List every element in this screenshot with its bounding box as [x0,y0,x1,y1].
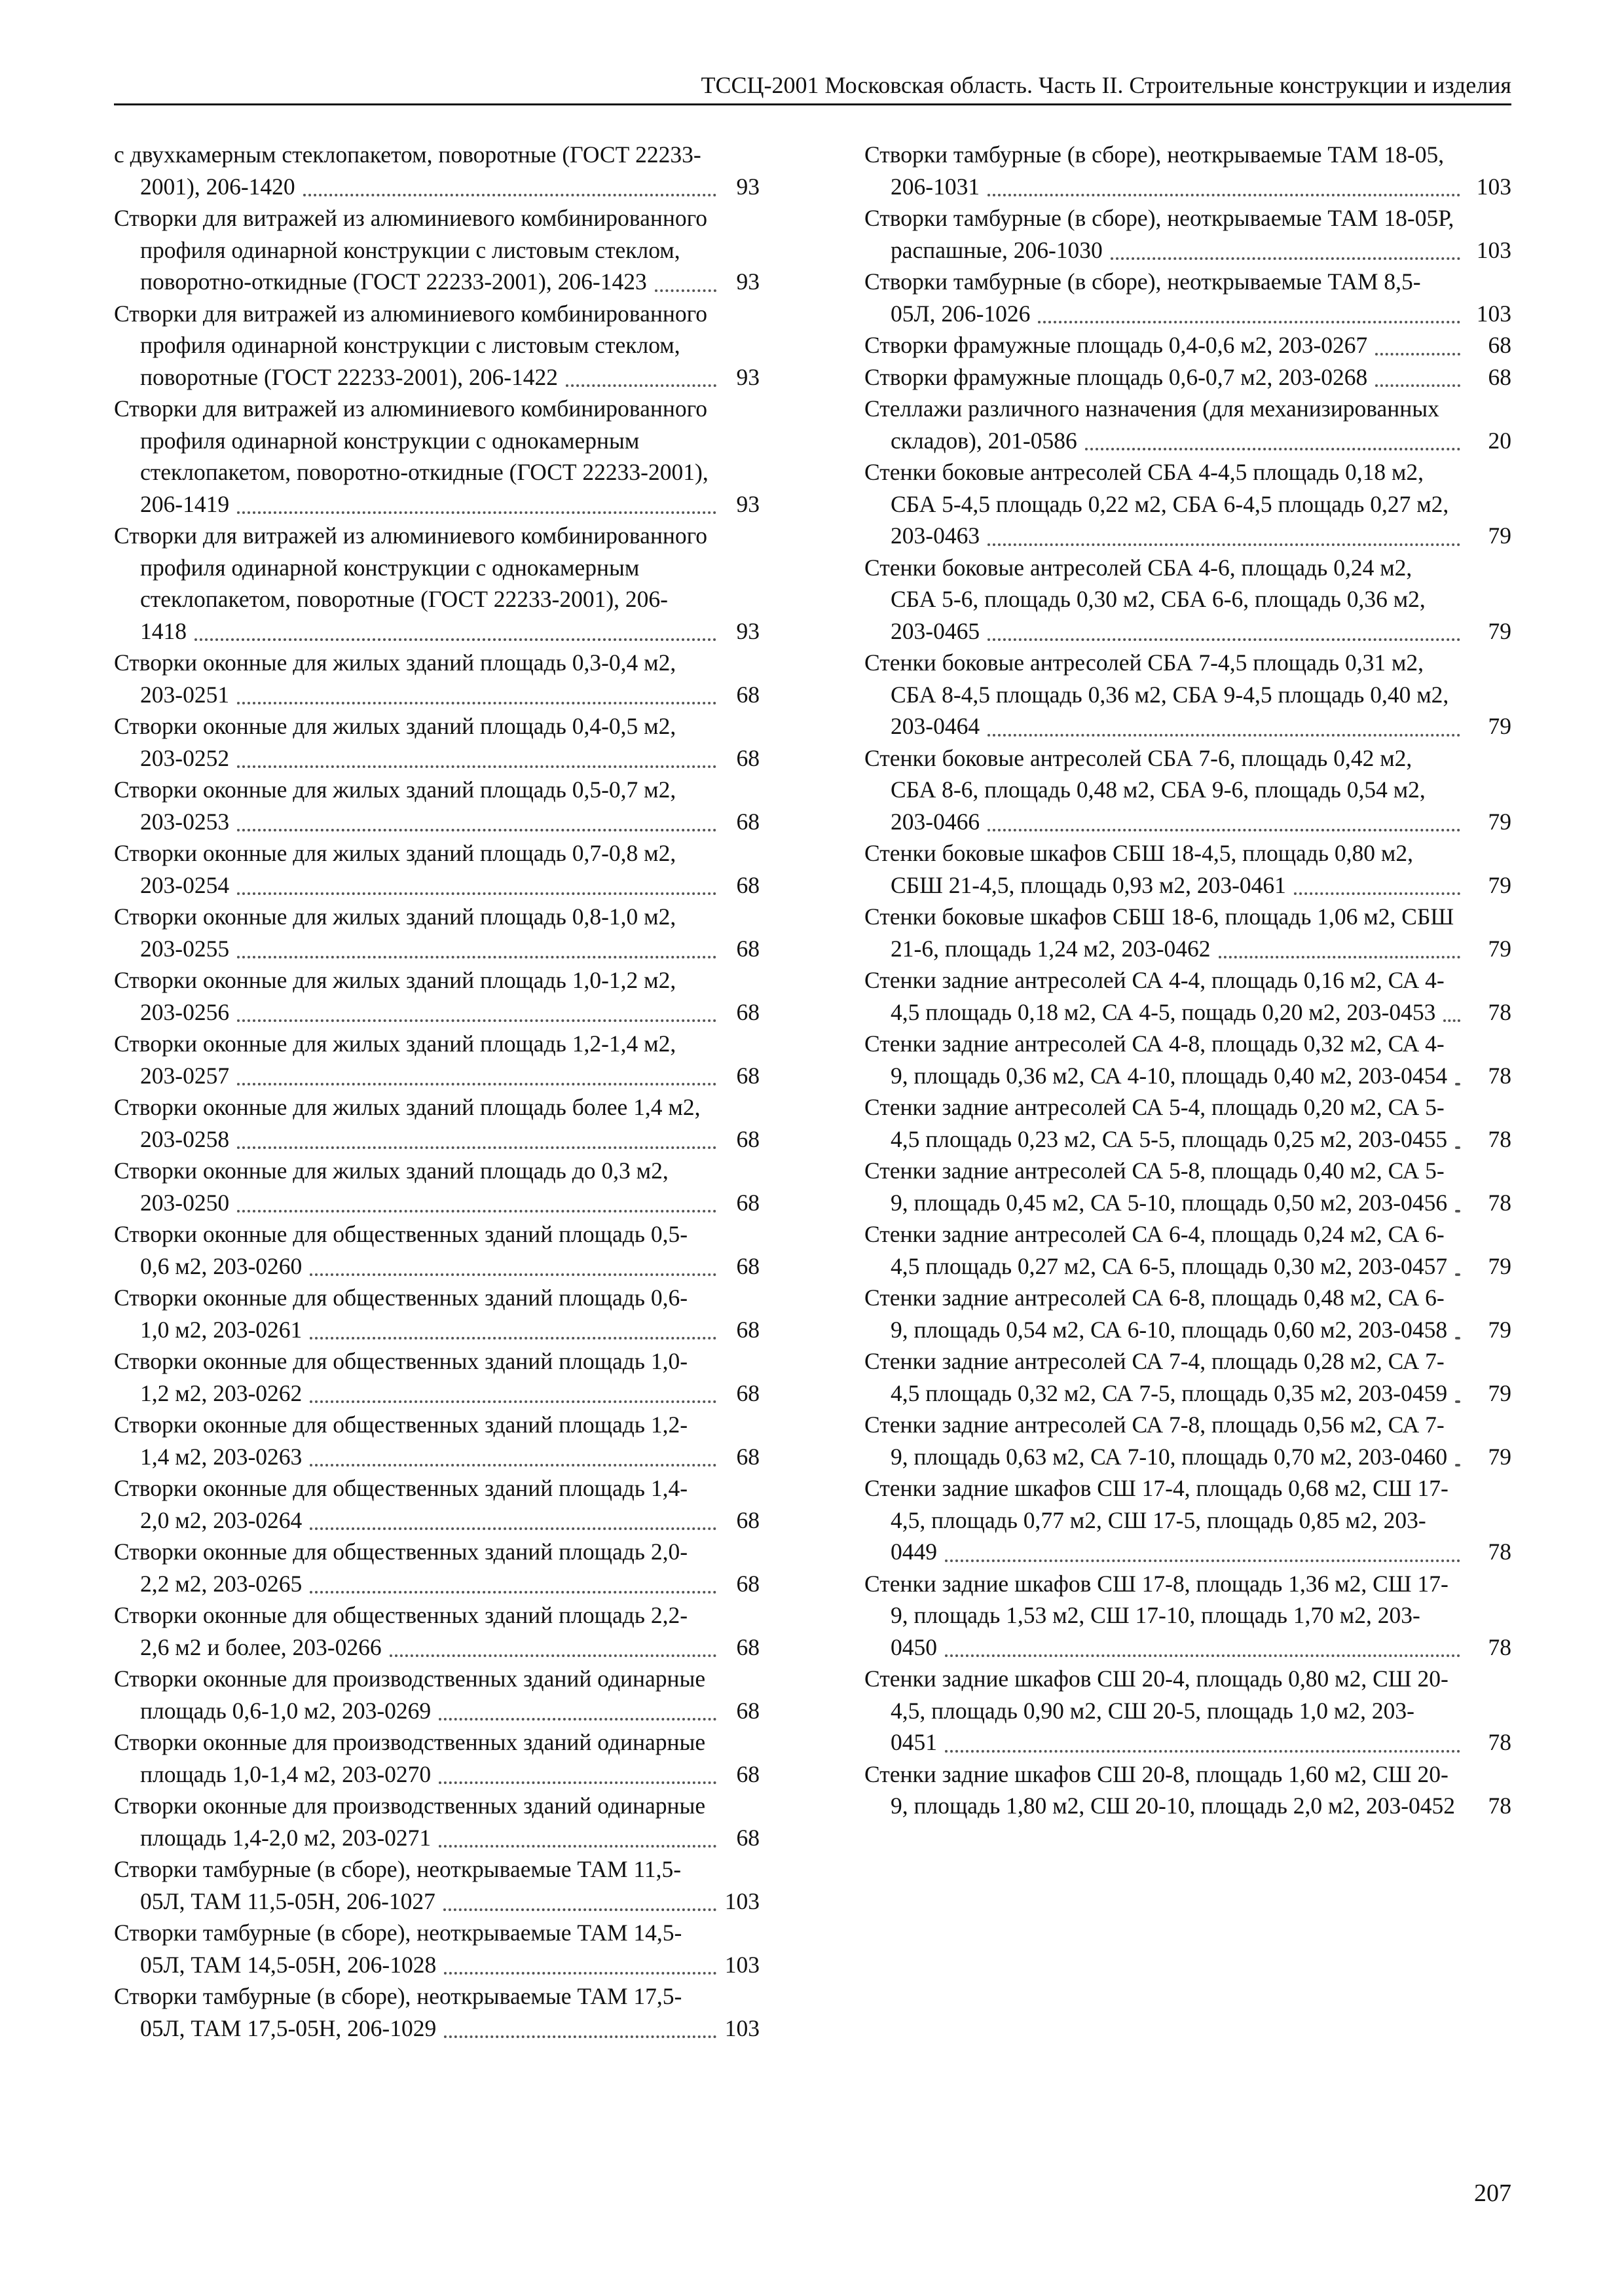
index-entry-page: 103 [721,1886,760,1918]
dot-leader [194,638,716,641]
index-entry-page: 103 [721,1949,760,1981]
index-entry [864,647,1511,742]
index-entry-text: Створки оконные для общественных зданий площадь 2,2-2,6 м2 и более, 203-0266 [114,1602,688,1660]
index-entry [114,202,760,298]
index-entry [864,901,1511,964]
index-entry [114,1472,760,1536]
index-entry-page: 68 [733,1758,760,1791]
index-entry-page: 78 [1485,996,1512,1029]
dot-leader [987,543,1460,546]
dot-leader [945,1654,1460,1657]
index-entry-text: Стенки боковые антресолей СБА 7-4,5 площадь 0,31 м2, СБА 8-4,5 площадь 0,36 м2, СБА 9-4,5 площадь 0,40 м2, 203-0464 [864,649,1449,739]
index-entry-text: Стенки задние антресолей СА 6-8, площадь 0,48 м2, СА 6-9, площадь 0,54 м2, СА 6-10, площадь 0,60 м2, 203-0458 [864,1285,1451,1343]
index-entry-page: 79 [1485,933,1512,965]
dot-leader [1111,257,1460,260]
dot-leader [945,1750,1460,1753]
dot-leader [1455,1464,1460,1467]
index-entry-page: 78 [1485,1060,1512,1092]
index-entry-page: 68 [733,1441,760,1473]
dot-leader [987,194,1460,196]
index-entry-page: 78 [1485,1631,1512,1664]
index-entry-text: Стенки задние шкафов СШ 17-8, площадь 1,36 м2, СШ 17-9, площадь 1,53 м2, СШ 17-10, площадь 1,70 м2, 203-0450 [864,1570,1449,1660]
index-entry-text: Стенки боковые шкафов СБШ 18-6, площадь 1,06 м2, СБШ 21-6, площадь 1,24 м2, 203-0462 [864,903,1454,962]
index-entry [114,1917,760,1980]
index-entry-text: Створки фрамужные площадь 0,6-0,7 м2, 203-0268 [864,364,1371,390]
index-entry [114,139,760,202]
index-entry [114,1091,760,1155]
index-entry-text: Створки оконные для жилых зданий площадь до 0,3 м2, 203-0250 [114,1157,669,1216]
index-entry-text: Створки для витражей из алюминиевого комбинированного профиля одинарной конструкции с однокамерным стеклопакетом, поворотно-откидные (ГОСТ 22233-2001), 206-1419 [114,395,709,517]
index-entry [864,202,1511,266]
index-entry [864,1345,1511,1409]
index-entry-text: Стенки задние шкафов СШ 20-4, площадь 0,80 м2, СШ 20-4,5, площадь 0,90 м2, СШ 20-5, площадь 1,0 м2, 203-0451 [864,1666,1449,1755]
dot-leader [310,1464,716,1467]
index-entry-text: Створки оконные для общественных зданий площадь 0,6-1,0 м2, 203-0261 [114,1285,688,1343]
index-column-right [864,139,1511,1822]
dot-leader [1455,1400,1460,1403]
index-entry [114,964,760,1028]
index-entry-text: Створки оконные для общественных зданий площадь 2,0-2,2 м2, 203-0265 [114,1539,688,1597]
index-entry-page: 79 [1485,1250,1512,1283]
index-entry-text: Створки оконные для жилых зданий площадь 0,3-0,4 м2, 203-0251 [114,649,676,708]
index-entry-text: Створки тамбурные (в сборе), неоткрываемые ТАМ 18-05, 206-1031 [864,141,1445,200]
index-entry-text: Стенки задние шкафов СШ 17-4, площадь 0,68 м2, СШ 17-4,5, площадь 0,77 м2, СШ 17-5, площадь 0,85 м2, 203-0449 [864,1475,1449,1565]
dot-leader [987,829,1460,831]
dot-leader [1294,892,1460,895]
index-entry-page: 103 [1473,298,1511,330]
index-entry [114,901,760,964]
dot-leader [1219,956,1460,958]
index-entry-text: Створки оконные для жилых зданий площадь 0,7-0,8 м2, 203-0254 [114,840,676,898]
index-entry-page: 78 [1485,1726,1512,1758]
index-entry [114,1218,760,1282]
index-entry-text: Стенки задние антресолей СА 7-8, площадь 0,56 м2, СА 7-9, площадь 0,63 м2, СА 7-10, площадь 0,70 м2, 203-0460 [864,1412,1451,1470]
index-entry-page: 93 [733,488,760,520]
index-entry [114,1726,760,1790]
index-entry-page: 103 [721,2013,760,2045]
index-entry-page: 68 [733,1123,760,1156]
dot-leader [439,1718,716,1721]
index-entry-page: 79 [1485,520,1512,552]
index-entry-page: 79 [1485,1314,1512,1346]
index-entry-page: 93 [733,615,760,647]
index-entry [864,361,1511,393]
index-entry-text: Стенки задние антресолей СА 4-4, площадь 0,16 м2, СА 4-4,5 площадь 0,18 м2, СА 4-5, пощадь 0,20 м2, 203-0453 [864,967,1445,1025]
dot-leader [310,1273,716,1276]
index-entry-page: 68 [733,1187,760,1219]
dot-leader [237,1210,716,1212]
index-entry-text: Створки оконные для производственных зданий одинарные площадь 1,0-1,4 м2, 203-0270 [114,1729,706,1787]
index-entry-page: 68 [733,1695,760,1727]
page-number: 207 [1474,2179,1511,2207]
dot-leader [303,194,716,196]
dot-leader [987,638,1460,641]
index-entry [864,1282,1511,1345]
index-entry-text: Створки оконные для общественных зданий площадь 0,5-0,6 м2, 203-0260 [114,1221,688,1279]
dot-leader [1455,1083,1460,1085]
dot-leader [945,1559,1460,1562]
index-entry-page: 68 [733,996,760,1029]
index-entry-page: 93 [733,361,760,393]
dot-leader [310,1337,716,1339]
index-entry [114,1599,760,1663]
index-entry-text: Стенки задние антресолей СА 5-8, площадь 0,40 м2, СА 5-9, площадь 0,45 м2, СА 5-10, площадь 0,50 м2, 203-0456 [864,1157,1451,1216]
index-column-left [114,139,760,2044]
index-entry-page: 79 [1485,710,1512,742]
index-entry-text: Стенки боковые антресолей СБА 4-6, площадь 0,24 м2, СБА 5-6, площадь 0,30 м2, СБА 6-6, площадь 0,36 м2, 203-0465 [864,554,1426,644]
index-entry-text: Створки оконные для производственных зданий одинарные площадь 1,4-2,0 м2, 203-0271 [114,1793,706,1851]
index-entry-text: Стенки боковые антресолей СБА 7-6, площадь 0,42 м2, СБА 8-6, площадь 0,48 м2, СБА 9-6, площадь 0,54 м2, 203-0466 [864,744,1426,835]
index-entry-text: Стенки боковые шкафов СБШ 18-4,5, площадь 0,80 м2, СБШ 21-4,5, площадь 0,93 м2, 203-0461 [864,840,1414,898]
dot-leader [237,1146,716,1149]
index-entry [114,774,760,837]
dot-leader [237,511,716,514]
dot-leader [390,1654,716,1657]
index-entry-page: 68 [733,742,760,774]
dot-leader [1443,1019,1460,1022]
dot-leader [1375,384,1460,387]
index-entry-page: 79 [1485,1441,1512,1473]
index-entry-page: 68 [733,1250,760,1283]
index-entry-text: Створки оконные для жилых зданий площадь 1,2-1,4 м2, 203-0257 [114,1030,676,1089]
dot-leader [237,765,716,768]
dot-leader [237,1019,716,1022]
dot-leader [310,1591,716,1594]
index-entry-page: 68 [733,1060,760,1092]
index-entry [864,742,1511,838]
dot-leader [237,956,716,958]
index-entry [864,329,1511,361]
index-entry-text: Створки оконные для общественных зданий площадь 1,0-1,2 м2, 203-0262 [114,1348,688,1406]
index-entry-page: 68 [1485,329,1512,361]
dot-leader [987,734,1460,737]
dot-leader [1085,448,1460,450]
index-entry-text: Стенки задние шкафов СШ 20-8, площадь 1,60 м2, СШ 20-9, площадь 1,80 м2, СШ 20-10, площадь 2,0 м2, 203-0452 [864,1761,1459,1819]
index-entry-text: Створки оконные для производственных зданий одинарные площадь 0,6-1,0 м2, 203-0269 [114,1666,706,1724]
index-entry [864,1155,1511,1218]
dot-leader [1455,1210,1460,1212]
index-entry-page: 78 [1485,1123,1512,1156]
index-entry-page: 68 [733,869,760,902]
index-entry-page: 20 [1485,425,1512,457]
index-entry [114,520,760,647]
index-entry-page: 79 [1485,869,1512,902]
index-entry-text: Створки оконные для общественных зданий площадь 1,2-1,4 м2, 203-0263 [114,1412,688,1470]
index-entry-page: 93 [733,171,760,203]
dot-leader [237,829,716,831]
index-entry [864,1218,1511,1282]
dot-leader [237,702,716,704]
index-entry-page: 68 [733,679,760,711]
index-entry [864,1568,1511,1664]
dot-leader [1455,1337,1460,1339]
index-entry [864,552,1511,647]
index-entry-text: Створки оконные для жилых зданий площадь 0,4-0,5 м2, 203-0252 [114,713,676,771]
index-entry-text: Створки для витражей из алюминиевого комбинированного профиля одинарной конструкции с листовым стеклом, поворотные (ГОСТ 22233-2001), 206-1422 [114,300,708,390]
index-entry-text: Стенки задние антресолей СА 7-4, площадь 0,28 м2, СА 7-4,5 площадь 0,32 м2, СА 7-5, площадь 0,35 м2, 203-0459 [864,1348,1451,1406]
index-entry-text: Стенки задние антресолей СА 6-4, площадь 0,24 м2, СА 6-4,5 площадь 0,27 м2, СА 6-5, площадь 0,30 м2, 203-0457 [864,1221,1451,1279]
dot-leader [1038,321,1460,323]
running-header: ТССЦ-2001 Московская область. Часть II. Строительные конструкции и изделия [114,71,1511,105]
index-entry [864,1091,1511,1155]
dot-leader [310,1527,716,1530]
dot-leader [444,2035,716,2038]
dot-leader [439,1781,716,1784]
index-entry-text: Створки фрамужные площадь 0,4-0,6 м2, 203-0267 [864,332,1371,358]
index-entry-page: 79 [1485,806,1512,838]
index-entry [114,710,760,774]
index-entry-text: Стенки задние антресолей СА 5-4, площадь 0,20 м2, СА 5-4,5 площадь 0,23 м2, СА 5-5, площадь 0,25 м2, 203-0455 [864,1094,1451,1152]
dot-leader [566,384,716,387]
dot-leader [443,1908,716,1911]
index-entry-page: 68 [733,1504,760,1537]
index-entry-page: 68 [733,1568,760,1600]
index-entry-page: 103 [1473,234,1511,266]
dot-leader [310,1400,716,1403]
index-entry-page: 78 [1485,1187,1512,1219]
index-entry [864,139,1511,202]
index-entry-text: Створки оконные для жилых зданий площадь 1,0-1,2 м2, 203-0256 [114,967,676,1025]
index-entry-page: 68 [733,806,760,838]
index-entry-page: 68 [733,1377,760,1410]
index-entry-page: 68 [733,1822,760,1854]
index-entry [864,393,1511,456]
dot-leader [1455,1273,1460,1276]
index-entry [114,393,760,520]
index-entry [864,1472,1511,1568]
index-entry-text: Створки тамбурные (в сборе), неоткрываемые ТАМ 8,5-05Л, 206-1026 [864,268,1421,327]
dot-leader [655,289,716,292]
index-entry-text: Створки для витражей из алюминиевого комбинированного профиля одинарной конструкции с однокамерным стеклопакетом, поворотные (ГОСТ 22233-2001), 206-1418 [114,522,708,644]
index-entry [864,1409,1511,1472]
index-entry [864,266,1511,329]
index-entry [864,837,1511,901]
index-entry [114,1028,760,1091]
index-entry [864,1758,1511,1822]
index-entry-text: Стенки задние антресолей СА 4-8, площадь 0,32 м2, СА 4-9, площадь 0,36 м2, СА 4-10, площадь 0,40 м2, 203-0454 [864,1030,1451,1089]
index-entry [114,1853,760,1917]
index-entry-page: 68 [1485,361,1512,393]
index-entry-page: 68 [733,1631,760,1664]
index-entry-text: Створки оконные для жилых зданий площадь 0,5-0,7 м2, 203-0253 [114,776,676,835]
index-entry-page: 93 [733,266,760,298]
index-entry-text: Створки оконные для общественных зданий площадь 1,4-2,0 м2, 203-0264 [114,1475,688,1533]
dot-leader [439,1845,716,1848]
index-entry [114,647,760,710]
index-entry [114,1155,760,1218]
dot-leader [237,892,716,895]
dot-leader [1455,1146,1460,1149]
index-entry-text: Створки тамбурные (в сборе), неоткрываемые ТАМ 14,5-05Л, ТАМ 14,5-05Н, 206-1028 [114,1920,682,1978]
dot-leader [444,1972,716,1975]
index-entry [864,456,1511,552]
index-entry [114,1345,760,1409]
index-entry-text: Створки тамбурные (в сборе), неоткрываемые ТАМ 18-05Р, распашные, 206-1030 [864,205,1454,263]
index-entry-text: Створки тамбурные (в сборе), неоткрываемые ТАМ 17,5-05Л, ТАМ 17,5-05Н, 206-1029 [114,1983,682,2041]
index-entry-page: 78 [1485,1536,1512,1568]
index-entry-text: Створки оконные для жилых зданий площадь 0,8-1,0 м2, 203-0255 [114,903,676,962]
index-entry [114,298,760,393]
index-entry [114,1663,760,1726]
index-entry [114,1980,760,2044]
index-entry-page: 103 [1473,171,1511,203]
index-entry-text: Створки оконные для жилых зданий площадь более 1,4 м2, 203-0258 [114,1094,701,1152]
index-entry-page: 78 [1485,1790,1512,1822]
index-entry-page: 79 [1485,615,1512,647]
index-entry [864,964,1511,1028]
dot-leader [1375,353,1460,355]
dot-leader [237,1083,716,1085]
index-entry [114,1790,760,1853]
index-entry-text: Стенки боковые антресолей СБА 4-4,5 площадь 0,18 м2, СБА 5-4,5 площадь 0,22 м2, СБА 6-4,5 площадь 0,27 м2, 203-0463 [864,459,1449,549]
index-entry [114,1409,760,1472]
index-entry [114,1536,760,1599]
index-entry-text: с двухкамерным стеклопакетом, поворотные (ГОСТ 22233-2001), 206-1420 [114,141,701,200]
index-entry [864,1663,1511,1758]
index-entry-text: Створки тамбурные (в сборе), неоткрываемые ТАМ 11,5-05Л, ТАМ 11,5-05Н, 206-1027 [114,1856,682,1914]
index-entry-page: 68 [733,1314,760,1346]
index-entry-page: 68 [733,933,760,965]
index-entry-text: Створки для витражей из алюминиевого комбинированного профиля одинарной конструкции с листовым стеклом, поворотно-откидные (ГОСТ 22233-2001), 206-1423 [114,205,708,295]
index-entry [864,1028,1511,1091]
index-entry-page: 79 [1485,1377,1512,1410]
index-entry [114,1282,760,1345]
index-entry-text: Стеллажи различного назначения (для механизированных складов), 201-0586 [864,395,1439,454]
index-entry [114,837,760,901]
